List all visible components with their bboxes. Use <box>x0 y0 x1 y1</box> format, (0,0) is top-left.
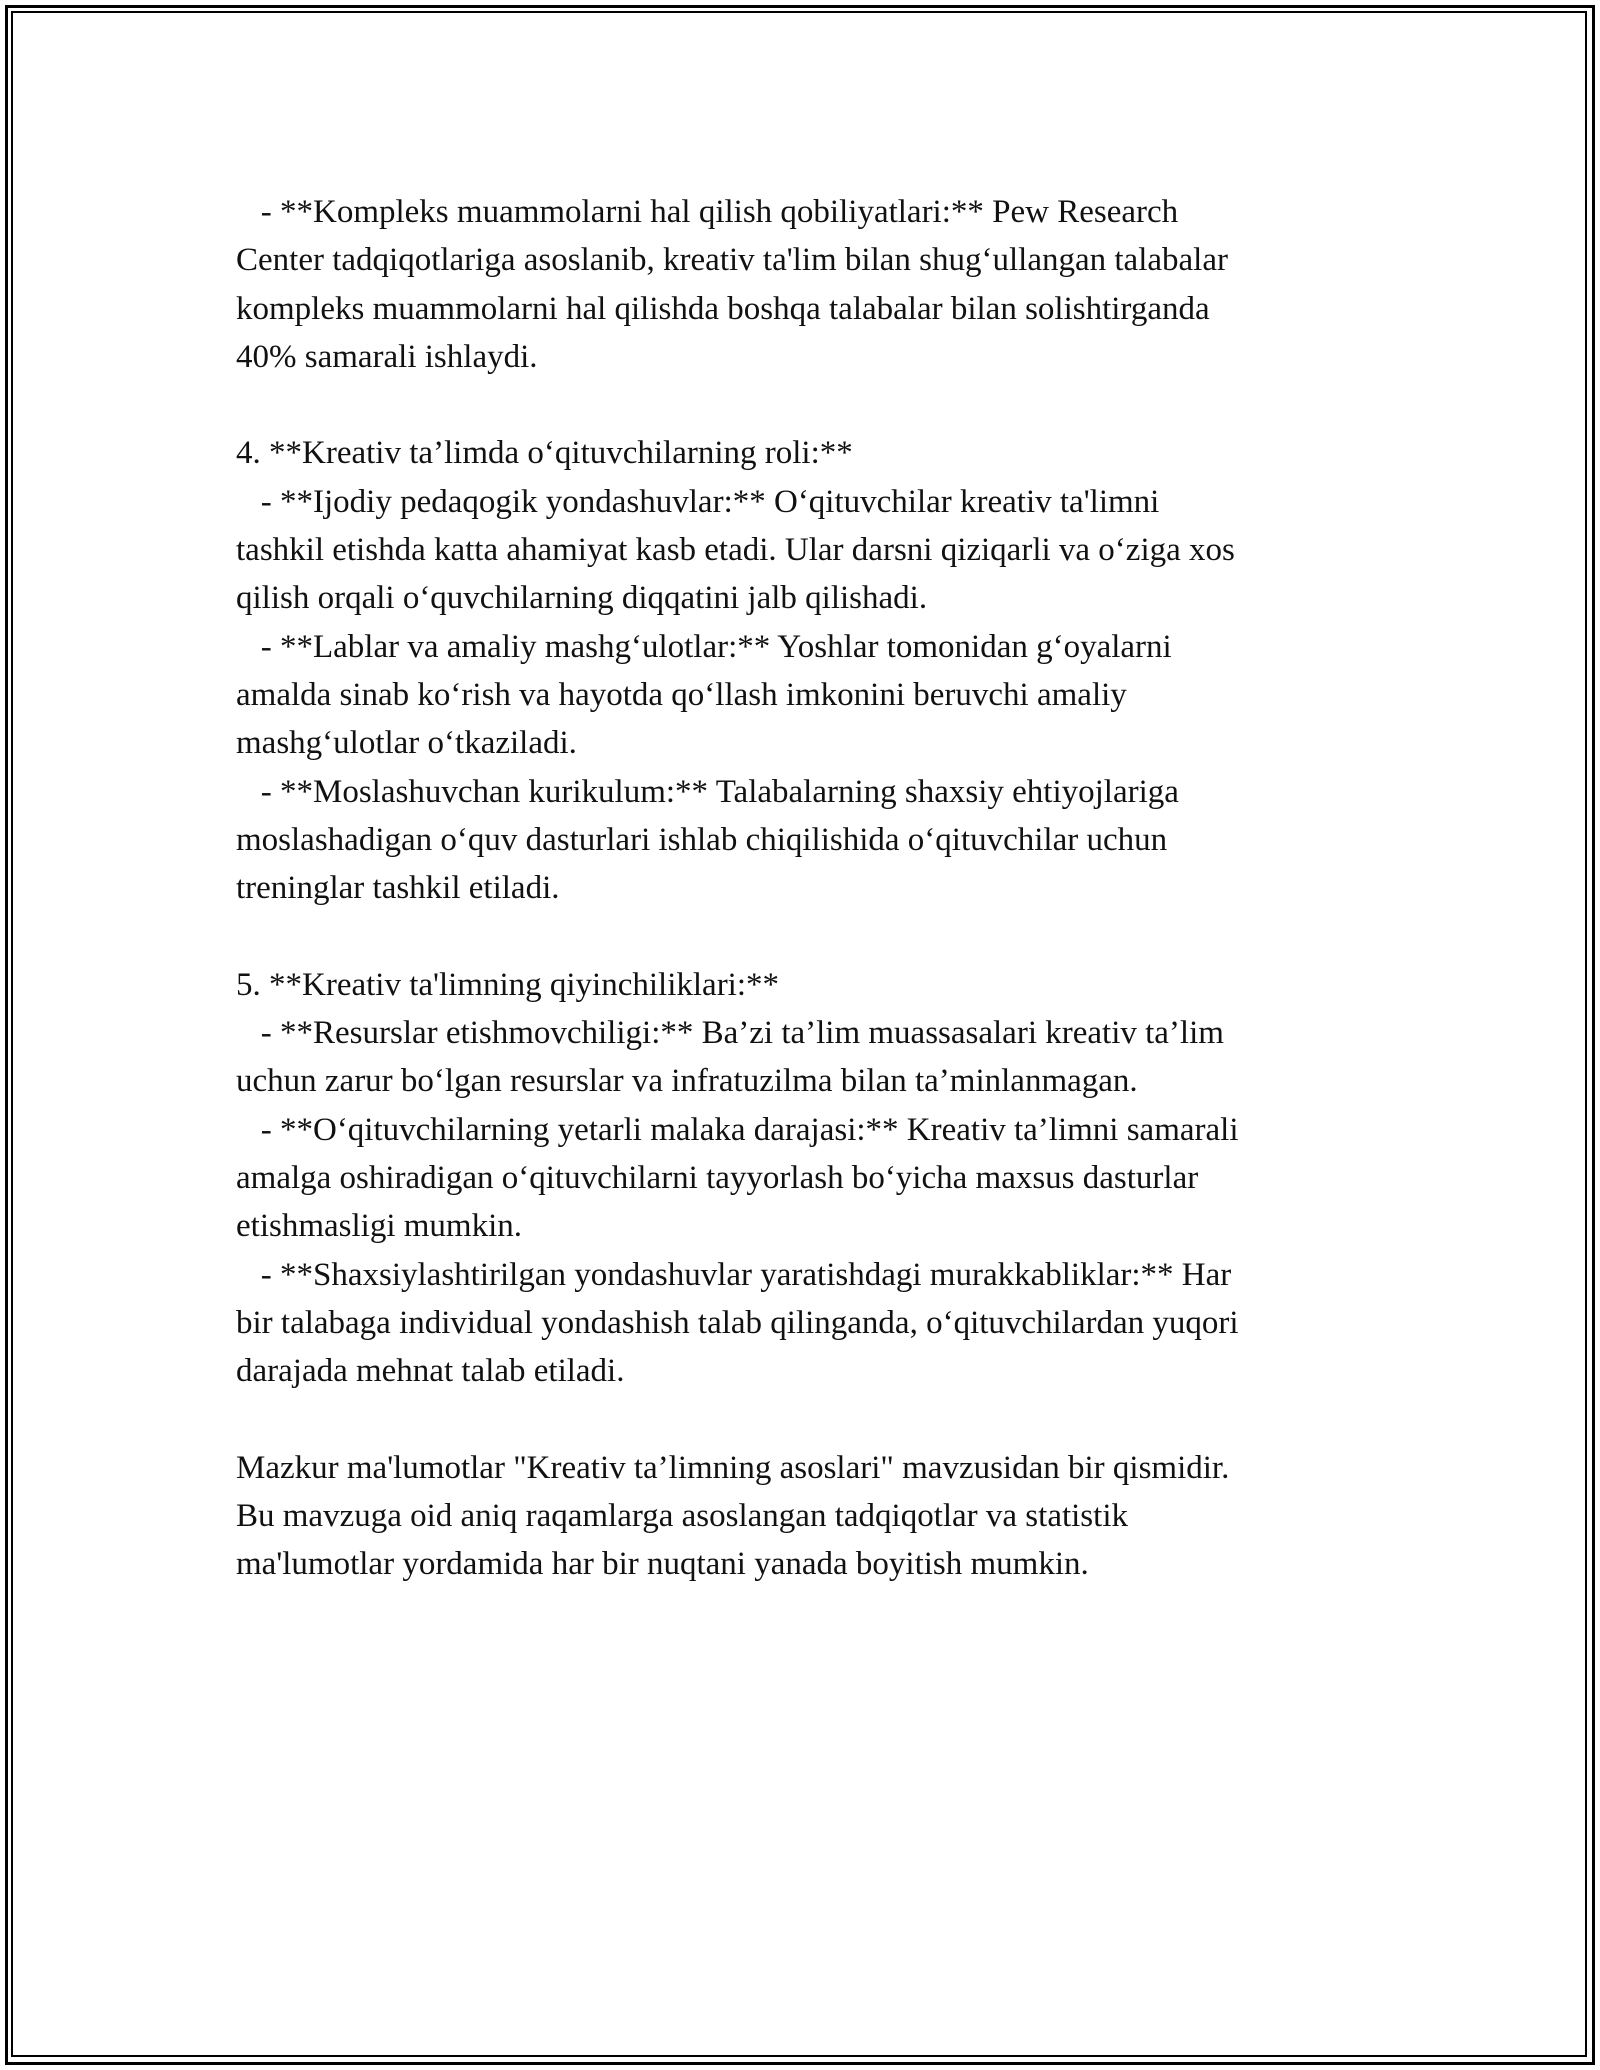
text-line: amalga oshiradigan o‘qituvchilarni tayyorlash bo‘yicha maxsus dasturlar <box>236 1159 1199 1196</box>
text-line: ma'lumotlar yordamida har bir nuqtani yanada boyitish mumkin. <box>236 1546 1089 1583</box>
section-heading: 5. **Kreativ ta'limning qiyinchiliklari:** <box>236 966 780 1003</box>
text-line: moslashadigan o‘quv dasturlari ishlab chiqilishida o‘qituvchilar uchun <box>236 821 1168 858</box>
section-4-teachers-role <box>236 429 1366 912</box>
text-line: Center tadqiqotlariga asoslanib, kreativ ta'lim bilan shug‘ullangan talabalar <box>236 242 1228 279</box>
text-line: - **Moslashuvchan kurikulum:** Talabalarning shaxsiy ehtiyojlariga <box>236 773 1179 810</box>
text-line: Mazkur ma'lumotlar "Kreativ ta’limning asoslari" mavzusidan bir qismidir. <box>236 1449 1230 1486</box>
paragraph-complex-problem-solving <box>236 188 1366 381</box>
text-line: Bu mavzuga oid aniq raqamlarga asoslangan tadqiqotlar va statistik <box>236 1498 1128 1535</box>
document-body <box>236 188 1366 1589</box>
text-line: 40% samarali ishlaydi. <box>236 338 538 375</box>
text-line: darajada mehnat talab etiladi. <box>236 1353 625 1390</box>
text-line: - **Kompleks muammolarni hal qilish qobiliyatlari:** Pew Research <box>236 194 1179 230</box>
section-heading: 4. **Kreativ ta’limda o‘qituvchilarning roli:** <box>236 435 853 472</box>
paragraph-spacer <box>236 912 1366 960</box>
closing-paragraph <box>236 1444 1366 1589</box>
paragraph-spacer <box>236 381 1366 429</box>
text-line: - **Resurslar etishmovchiligi:** Ba’zi ta’lim muassasalari kreativ ta’lim <box>236 1015 1224 1052</box>
text-line: - **Ijodiy pedaqogik yondashuvlar:** O‘qituvchilar kreativ ta'limni <box>236 483 1160 520</box>
text-line: amalda sinab ko‘rish va hayotda qo‘llash imkonini beruvchi amaliy <box>236 676 1127 713</box>
paragraph-spacer <box>236 1395 1366 1443</box>
text-line: kompleks muammolarni hal qilishda boshqa talabalar bilan solishtirganda <box>236 290 1210 327</box>
text-line: uchun zarur bo‘lgan resurslar va infratuzilma bilan ta’minlanmagan. <box>236 1063 1138 1100</box>
section-5-challenges <box>236 961 1366 1396</box>
text-line: - **Lablar va amaliy mashg‘ulotlar:** Yoshlar tomonidan g‘oyalarni <box>236 628 1172 665</box>
text-line: etishmasligi mumkin. <box>236 1208 522 1245</box>
text-line: mashg‘ulotlar o‘tkaziladi. <box>236 725 577 762</box>
text-line: - **O‘qituvchilarning yetarli malaka darajasi:** Kreativ ta’limni samarali <box>236 1111 1239 1148</box>
text-line: qilish orqali o‘quvchilarning diqqatini jalb qilishadi. <box>236 580 928 617</box>
text-line: treninglar tashkil etiladi. <box>236 870 560 907</box>
text-line: bir talabaga individual yondashish talab qilinganda, o‘qituvchilardan yuqori <box>236 1304 1239 1341</box>
text-line: - **Shaxsiylashtirilgan yondashuvlar yaratishdagi murakkabliklar:** Har <box>236 1256 1232 1293</box>
text-line: tashkil etishda katta ahamiyat kasb etadi. Ular darsni qiziqarli va o‘ziga xos <box>236 532 1235 569</box>
